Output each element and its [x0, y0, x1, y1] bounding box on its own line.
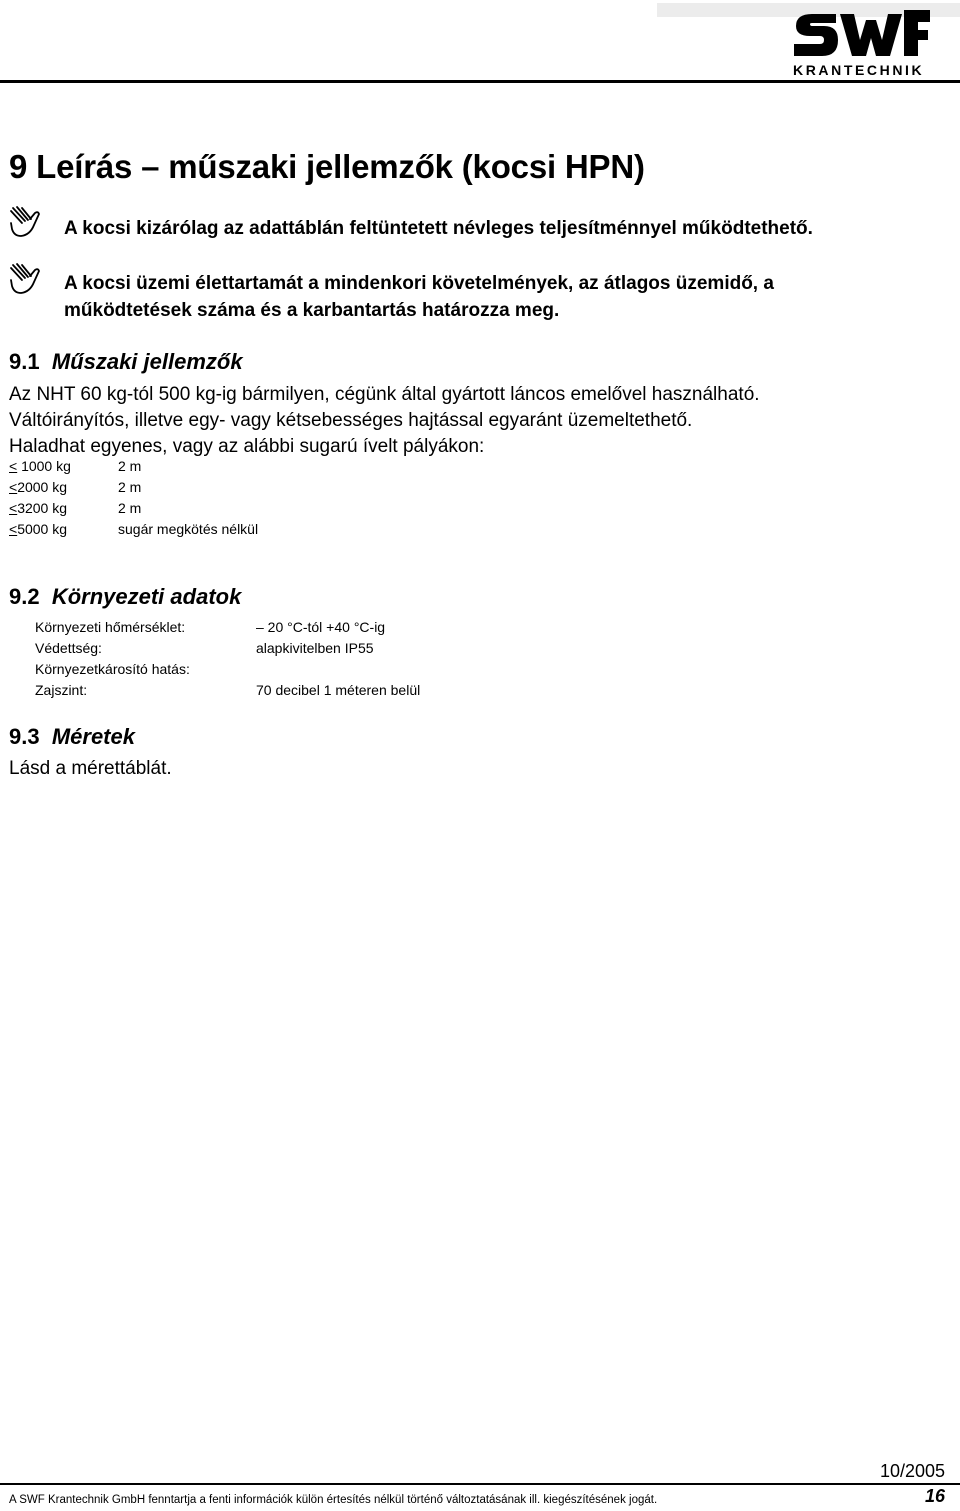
note-line: A kocsi üzemi élettartamát a mindenkori követelmények, az átlagos üzemidő, a	[64, 273, 774, 294]
env-value: alapkivitelben IP55	[256, 640, 374, 656]
paragraph-line: Váltóirányítós, illetve egy- vagy kétsebességes hajtással egyaránt üzemeltethető.	[9, 410, 693, 431]
section-heading	[9, 724, 135, 750]
section-heading	[9, 584, 241, 610]
hand-icon	[8, 205, 44, 239]
env-label: Zajszint:	[35, 682, 88, 698]
radius-value: sugár megkötés nélkül	[118, 521, 259, 537]
section-number: 9.3	[9, 724, 40, 749]
load-value: 2000 kg	[17, 479, 68, 495]
load-value: 3200 kg	[17, 500, 68, 516]
footer-rule	[0, 1483, 960, 1485]
paragraph-line: Haladhat egyenes, vagy az alábbi sugarú ívelt pályákon:	[9, 436, 485, 457]
header-rule	[0, 80, 960, 83]
env-value: 70 decibel 1 méteren belül	[256, 682, 421, 698]
section-title: Méretek	[51, 724, 135, 749]
le-symbol: <	[9, 479, 18, 495]
le-symbol: <	[9, 500, 18, 516]
radius-row	[9, 456, 71, 477]
radius-row	[9, 477, 67, 498]
paragraph-line: Az NHT 60 kg-tól 500 kg-ig bármilyen, cégünk által gyártott láncos emelővel használható.	[9, 384, 760, 405]
section-number: 9.1	[9, 349, 40, 374]
logo-subtitle: KRANTECHNIK	[793, 62, 925, 78]
load-value: 5000 kg	[17, 521, 68, 537]
env-label: Környezetkárosító hatás:	[35, 661, 190, 677]
load-value: 1000 kg	[17, 458, 71, 474]
section-title: Műszaki jellemzők	[51, 349, 243, 374]
le-symbol: <	[9, 458, 18, 474]
env-value: – 20 °C-tól +40 °C-ig	[256, 619, 386, 635]
radius-value: 2 m	[118, 479, 142, 495]
page-title: 9 Leírás – műszaki jellemzők (kocsi HPN)	[9, 148, 645, 185]
footer-disclaimer: A SWF Krantechnik GmbH fenntartja a fenti információk külön értesítés nélkül történő változtatásának ill. kiegészítésének jogát.	[9, 1494, 658, 1506]
note-text: A kocsi kizárólag az adattáblán feltüntetett névleges teljesítménnyel működtethető.	[64, 218, 813, 239]
hand-icon	[8, 262, 44, 296]
radius-row	[9, 519, 67, 540]
footer-date: 10/2005	[880, 1461, 946, 1481]
swf-logo	[790, 2, 930, 62]
env-label: Védettség:	[35, 640, 102, 656]
section-title: Környezeti adatok	[51, 584, 242, 609]
radius-value: 2 m	[118, 458, 142, 474]
radius-value: 2 m	[118, 500, 142, 516]
le-symbol: <	[9, 521, 18, 537]
section-heading	[9, 349, 243, 375]
note-line: működtetések száma és a karbantartás határozza meg.	[64, 300, 560, 321]
note-text	[64, 270, 944, 324]
env-label: Környezeti hőmérséklet:	[35, 619, 186, 635]
radius-row	[9, 498, 67, 519]
page-number: 16	[925, 1486, 946, 1506]
section-number: 9.2	[9, 584, 40, 609]
paragraph-line: Lásd a mérettáblát.	[9, 758, 172, 779]
